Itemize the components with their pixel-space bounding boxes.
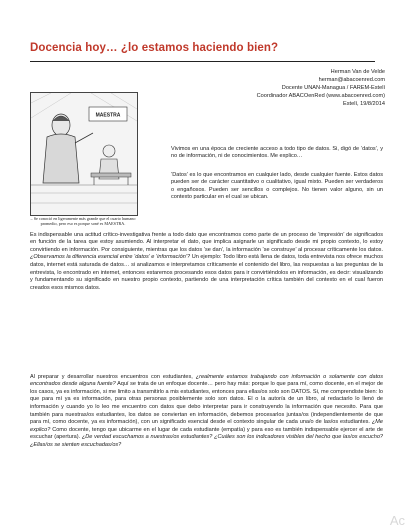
cartoon-drawing xyxy=(31,93,137,215)
author-name: Herman Van de Velde xyxy=(330,69,385,75)
paragraph-actitud-text-a: Es indispensable una actitud crítico-investigativa frente a todo dato que encontramos como parte de un proceso de ‘impresión’ de significados en función de la tarea que estoy asumiendo. Al interpretar el dato, que implica asignarle un significado desde mi propio contexto, lo estoy convirtiendo en información. Por consiguiente, mientras que los datos ‘se dan’, la información ‘se construye’ al procesar críticamente los datos. xyxy=(30,231,383,253)
paragraph-encuentros xyxy=(30,374,383,450)
cartoon-caption: – Se conoció en ligeramente más grande que el cuarto humano promedio, pero eso es porque soné es MAESTRA. xyxy=(30,216,136,227)
author-block xyxy=(185,68,385,108)
author-place-date: Estelí, 19/8/2014 xyxy=(343,101,385,107)
paragraph-encuentros-question-2: ¿Me explico? xyxy=(30,419,383,433)
paragraph-intro: Vivimos en una época de creciente acceso a todo tipo de datos. Si, digó de ‘datos’, y no de información, ni de conocimientos. Me explico… xyxy=(171,145,383,160)
paragraph-actitud-question: ¿Observamos la diferencia esencial entre ‘datos’ e ‘información’? xyxy=(30,254,191,261)
article-title: Docencia hoy… ¿lo estamos haciendo bien? xyxy=(30,42,279,54)
paragraph-encuentros-text-e: Como docente, tengo que ubicarme en el lugar de cada estudiante (empatía) y para eso es también indispensable ejercer el arte de escuchar (apertura). xyxy=(30,426,383,441)
paragraph-encuentros-question-1: ¿realmente estamos trabajando con información o solamente con datos encontrados desde alguna fuente? xyxy=(30,373,383,388)
cartoon-illustration xyxy=(30,92,138,216)
paragraph-actitud-text-c: Un ejemplo: Todo libro está llena de datos, toda entrevista nos ofrece muchos datos, internet está saturada de datos… si analizamos e interpretamos críticamente el contenido del libro, las respuestas a las preguntas de la entrevista, lo encontrado en internet, entonces estaremos procesando esos datos para ir convirtiéndolos en información, es decir: visualizando y fundamentando su significado en nuestro propio contexto, partiendo de una interpretación crítica también del contexto en el cual fueron creados esos mismos datos. xyxy=(30,254,383,291)
cartoon-sign-text: MAESTRA xyxy=(95,112,121,119)
paragraph-datos: ‘Datos’ es lo que encontramos en cualquier lado, desde cualquier fuente. Estos datos pueden ser de carácter cuantitativo o cualitativo, igual mixto. Pueden ser verdaderos o engañosos. Pueden ser sencillos o complejos. No tienen valor alguno, sin un contexto particular en el cual se ubican. xyxy=(171,171,383,201)
author-role: Docente UNAN-Managua / FAREM-Estelí xyxy=(281,85,385,91)
paragraph-encuentros-text-c: Aquí se trata de un enfoque docente… pero hay más: porque lo que para mí, como docente, en el mejor de los casos, ya es información, si me limito a transmitirlo a mis estudiantes, entonces para ellas/os solo son DATOS. Si, me comprendiste bien: lo que para mí ya es información, para otras personas posiblemente solo son datos. El o la autor/a de un libro, al redactarlo lo llenó de información y cuando yo lo leo me encuentro con datos que debo interpretar para ir construyendo la información que necesito. Para que también para nuestras/os estudiantes, los datos se conviertan en información, debemos procesarlos juntas/os (independientemente de que para mí, como docente, ya es información), con un significado esencial desde el contexto singular de cada una/o de las/os estudiantes. xyxy=(30,381,383,426)
title-divider xyxy=(30,61,375,62)
paragraph-encuentros-text-a: Al preparar y desarrollar nuestros encuentros con estudiantes, xyxy=(30,373,196,380)
paragraph-actitud xyxy=(30,232,383,293)
author-email[interactable]: herman@abacoenred.com xyxy=(318,77,385,83)
paragraph-encuentros-question-3: ¿De verdad escuchamos a nuestras/os estudiantes? ¿Cuáles son los indicadores visibles del hecho que las/os escucho? ¿Ellas/os se sienten escuchadas/os? xyxy=(30,434,383,448)
author-coordinator: Coordinador ABACOenRed (www.abacoenred.com) xyxy=(256,93,385,99)
page-watermark: Ac xyxy=(389,513,405,528)
